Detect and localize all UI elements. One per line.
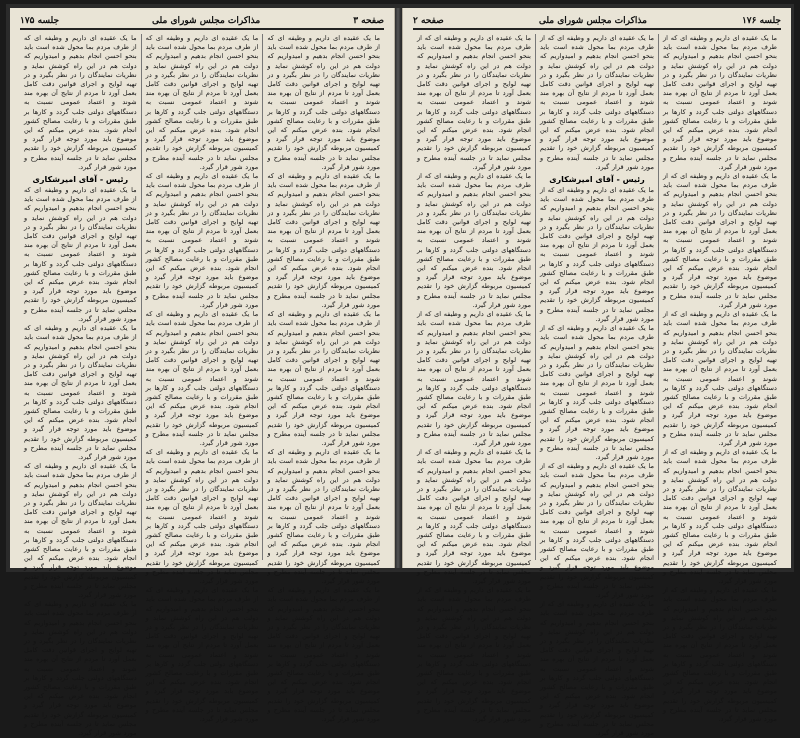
column-text: ما یک عقیده ای داریم و وظیفه ای که از طرف مردم بما محول شده است باید بنحو احسن انجام بدهیم و امیدواریم که دولت هم در این راه کوشش نماید و نظریات نمایندگان را در نظر بگیرد و در تهیه لوایح و اجرای قوانین دقت کامل بعمل آورد تا مردم از نتایج آن بهره مند شوند و اعتماد عمومی نسبت به دستگاههای دولتی جلب گردد و کارها بر طبق مقررات و با رعایت مصالح کشور انجام شود. بنده عرض میکنم که این موضوع باید مورد توجه قرار گیرد و کمیسیون مربوطه گزارش خود را تقدیم مجلس نماید تا در جلسه آینده مطرح و مورد شور قرار گیرد.: [23, 462, 137, 599]
text-column: [262, 34, 384, 724]
column-text: ما یک عقیده ای داریم و وظیفه ای که از طرف مردم بما محول شده است باید بنحو احسن انجام بدهیم و امیدواریم که دولت هم در این راه کوشش نماید و نظریات نمایندگان را در نظر بگیرد و در تهیه لوایح و اجرای قوانین دقت کامل بعمل آورد تا مردم از نتایج آن بهره مند شوند و اعتماد عمومی نسبت به دستگاههای دولتی جلب گردد و کارها بر طبق مقررات و با رعایت مصالح کشور انجام شود. بنده عرض میکنم که این موضوع باید مورد توجه قرار گیرد و کمیسیون مربوطه گزارش خود را تقدیم مجلس نماید تا در جلسه آینده مطرح و مورد شور قرار گیرد.: [540, 324, 654, 461]
column-text: ما یک عقیده ای داریم و وظیفه ای که از طرف مردم بما محول شده است باید بنحو احسن انجام بدهیم و امیدواریم که دولت هم در این راه کوشش نماید و نظریات نمایندگان را در نظر بگیرد و در تهیه لوایح و اجرای قوانین دقت کامل بعمل آورد تا مردم از نتایج آن بهره مند شوند و اعتماد عمومی نسبت به دستگاههای دولتی جلب گردد و کارها بر طبق مقررات و با رعایت مصالح کشور انجام شود. بنده عرض میکنم که این موضوع باید مورد توجه قرار گیرد و کمیسیون مربوطه گزارش خود را تقدیم مجلس نماید تا در جلسه آینده مطرح و مورد شور قرار گیرد.: [417, 172, 531, 309]
left-page: [10, 8, 395, 738]
column-text: ما یک عقیده ای داریم و وظیفه ای که از طرف مردم بما محول شده است باید بنحو احسن انجام بدهیم و امیدواریم که دولت هم در این راه کوشش نماید و نظریات نمایندگان را در نظر بگیرد و در تهیه لوایح و اجرای قوانین دقت کامل بعمل آورد تا مردم از نتایج آن بهره مند شوند و اعتماد عمومی نسبت به دستگاههای دولتی جلب گردد و کارها بر طبق مقررات و با رعایت مصالح کشور انجام شود. بنده عرض میکنم که این موضوع باید مورد توجه قرار گیرد و کمیسیون مربوطه گزارش خود را تقدیم مجلس نماید تا در جلسه آینده مطرح و مورد شور قرار گیرد.: [145, 448, 259, 585]
column-text: ما یک عقیده ای داریم و وظیفه ای که از طرف مردم بما محول شده است باید بنحو احسن انجام بدهیم و امیدواریم که دولت هم در این راه کوشش نماید و نظریات نمایندگان را در نظر بگیرد و در تهیه لوایح و اجرای قوانین دقت کامل بعمل آورد تا مردم از نتایج آن بهره مند شوند و اعتماد عمومی نسبت به دستگاههای دولتی جلب گردد و کارها بر طبق مقررات و با رعایت مصالح کشور انجام شود. بنده عرض میکنم که این موضوع باید مورد توجه قرار گیرد و کمیسیون مربوطه گزارش خود را تقدیم مجلس نماید تا در جلسه آینده مطرح و مورد شور قرار گیرد.: [540, 186, 654, 323]
column-text: ما یک عقیده ای داریم و وظیفه ای که از طرف مردم بما محول شده است باید بنحو احسن انجام بدهیم و امیدواریم که دولت هم در این راه کوشش نماید و نظریات نمایندگان را در نظر بگیرد و در تهیه لوایح و اجرای قوانین دقت کامل بعمل آورد تا مردم از نتایج آن بهره مند شوند و اعتماد عمومی نسبت به دستگاههای دولتی جلب گردد و کارها بر طبق مقررات و با رعایت مصالح کشور انجام شود. بنده عرض میکنم که این موضوع باید مورد توجه قرار گیرد و کمیسیون مربوطه گزارش خود را تقدیم مجلس نماید تا در جلسه آینده مطرح و مورد شور قرار گیرد.: [23, 600, 137, 738]
column-text: ما یک عقیده ای داریم و وظیفه ای که از طرف مردم بما محول شده است باید بنحو احسن انجام بدهیم و امیدواریم که دولت هم در این راه کوشش نماید و نظریات نمایندگان را در نظر بگیرد و در تهیه لوایح و اجرای قوانین دقت کامل بعمل آورد تا مردم از نتایج آن بهره مند شوند و اعتماد عمومی نسبت به دستگاههای دولتی جلب گردد و کارها بر طبق مقررات و با رعایت مصالح کشور انجام شود. بنده عرض میکنم که این موضوع باید مورد توجه قرار گیرد و کمیسیون مربوطه گزارش خود را تقدیم مجلس نماید تا در جلسه آینده مطرح و مورد شور قرار گیرد.: [267, 172, 380, 309]
column-text: ما یک عقیده ای داریم و وظیفه ای که از طرف مردم بما محول شده است باید بنحو احسن انجام بدهیم و امیدواریم که دولت هم در این راه کوشش نماید و نظریات نمایندگان را در نظر بگیرد و در تهیه لوایح و اجرای قوانین دقت کامل بعمل آورد تا مردم از نتایج آن بهره مند شوند و اعتماد عمومی نسبت به دستگاههای دولتی جلب گردد و کارها بر طبق مقررات و با رعایت مصالح کشور انجام شود. بنده عرض میکنم که این موضوع باید مورد توجه قرار گیرد و کمیسیون مربوطه گزارش خود را تقدیم مجلس نماید تا در جلسه آینده مطرح و مورد شور قرار گیرد.: [267, 310, 380, 447]
column-text: ما یک عقیده ای داریم و وظیفه ای که از طرف مردم بما محول شده است باید بنحو احسن انجام بدهیم و امیدواریم که دولت هم در این راه کوشش نماید و نظریات نمایندگان را در نظر بگیرد و در تهیه لوایح و اجرای قوانین دقت کامل بعمل آورد تا مردم از نتایج آن بهره مند شوند و اعتماد عمومی نسبت به دستگاههای دولتی جلب گردد و کارها بر طبق مقررات و با رعایت مصالح کشور انجام شود. بنده عرض میکنم که این موضوع باید مورد توجه قرار گیرد و کمیسیون مربوطه گزارش خود را تقدیم مجلس نماید تا در جلسه آینده مطرح و مورد شور قرار گیرد.: [145, 34, 259, 171]
section-heading: رئیس - آقای امیرشکاری: [32, 175, 129, 185]
page-number: صفحه ۲: [413, 16, 444, 26]
newspaper-spread: [6, 4, 794, 738]
page-number: صفحه ۳: [353, 16, 384, 26]
column-text: ما یک عقیده ای داریم و وظیفه ای که از طرف مردم بما محول شده است باید بنحو احسن انجام بدهیم و امیدواریم که دولت هم در این راه کوشش نماید و نظریات نمایندگان را در نظر بگیرد و در تهیه لوایح و اجرای قوانین دقت کامل بعمل آورد تا مردم از نتایج آن بهره مند شوند و اعتماد عمومی نسبت به دستگاههای دولتی جلب گردد و کارها بر طبق مقررات و با رعایت مصالح کشور انجام شود. بنده عرض میکنم که این موضوع باید مورد توجه قرار گیرد و کمیسیون مربوطه گزارش خود را تقدیم مجلس نماید تا در جلسه آینده مطرح و مورد شور قرار گیرد.: [663, 172, 777, 309]
column-text: ما یک عقیده ای داریم و وظیفه ای که از طرف مردم بما محول شده است باید بنحو احسن انجام بدهیم و امیدواریم که دولت هم در این راه کوشش نماید و نظریات نمایندگان را در نظر بگیرد و در تهیه لوایح و اجرای قوانین دقت کامل بعمل آورد تا مردم از نتایج آن بهره مند شوند و اعتماد عمومی نسبت به دستگاههای دولتی جلب گردد و کارها بر طبق مقررات و با رعایت مصالح کشور انجام شود. بنده عرض میکنم که این موضوع باید مورد توجه قرار گیرد و کمیسیون مربوطه گزارش خود را تقدیم مجلس نماید تا در جلسه آینده مطرح و مورد شور قرار گیرد.: [145, 172, 259, 309]
text-column: [535, 34, 658, 738]
left-page-columns: [20, 34, 384, 738]
right-page-columns: [413, 34, 781, 738]
session-number: جلسه ۱۷۶: [741, 16, 781, 26]
column-text: ما یک عقیده ای داریم و وظیفه ای که از طرف مردم بما محول شده است باید بنحو احسن انجام بدهیم و امیدواریم که دولت هم در این راه کوشش نماید و نظریات نمایندگان را در نظر بگیرد و در تهیه لوایح و اجرای قوانین دقت کامل بعمل آورد تا مردم از نتایج آن بهره مند شوند و اعتماد عمومی نسبت به دستگاههای دولتی جلب گردد و کارها بر طبق مقررات و با رعایت مصالح کشور انجام شود. بنده عرض میکنم که این موضوع باید مورد توجه قرار گیرد و کمیسیون مربوطه گزارش خود را تقدیم مجلس نماید تا در جلسه آینده مطرح و مورد شور قرار گیرد.: [23, 186, 137, 323]
column-text: ما یک عقیده ای داریم و وظیفه ای که از طرف مردم بما محول شده است باید بنحو احسن انجام بدهیم و امیدواریم که دولت هم در این راه کوشش نماید و نظریات نمایندگان را در نظر بگیرد و در تهیه لوایح و اجرای قوانین دقت کامل بعمل آورد تا مردم از نتایج آن بهره مند شوند و اعتماد عمومی نسبت به دستگاههای دولتی جلب گردد و کارها بر طبق مقررات و با رعایت مصالح کشور انجام شود. بنده عرض میکنم که این موضوع باید مورد توجه قرار گیرد و کمیسیون مربوطه گزارش خود را تقدیم مجلس نماید تا در جلسه آینده مطرح و مورد شور قرار گیرد.: [417, 34, 531, 171]
book-gutter: [395, 8, 401, 568]
column-text: ما یک عقیده ای داریم و وظیفه ای که از طرف مردم بما محول شده است باید بنحو احسن انجام بدهیم و امیدواریم که دولت هم در این راه کوشش نماید و نظریات نمایندگان را در نظر بگیرد و در تهیه لوایح و اجرای قوانین دقت کامل بعمل آورد تا مردم از نتایج آن بهره مند شوند و اعتماد عمومی نسبت به دستگاههای دولتی جلب گردد و کارها بر طبق مقررات و با رعایت مصالح کشور انجام شود. بنده عرض میکنم که این موضوع باید مورد توجه قرار گیرد و کمیسیون مربوطه گزارش خود را تقدیم مجلس نماید تا در جلسه آینده مطرح و مورد شور قرار گیرد.: [417, 310, 531, 447]
section-heading: رئیس - آقای امیرشکاری: [549, 175, 645, 185]
column-text: ما یک عقیده ای داریم و وظیفه ای که از طرف مردم بما محول شده است باید بنحو احسن انجام بدهیم و امیدواریم که دولت هم در این راه کوشش نماید و نظریات نمایندگان را در نظر بگیرد و در تهیه لوایح و اجرای قوانین دقت کامل بعمل آورد تا مردم از نتایج آن بهره مند شوند و اعتماد عمومی نسبت به دستگاههای دولتی جلب گردد و کارها بر طبق مقررات و با رعایت مصالح کشور انجام شود. بنده عرض میکنم که این موضوع باید مورد توجه قرار گیرد و کمیسیون مربوطه گزارش خود را تقدیم مجلس نماید تا در جلسه آینده مطرح و مورد شور قرار گیرد.: [540, 600, 654, 738]
publication-title: مذاکرات مجلس شورای ملی: [152, 16, 261, 26]
column-text: ما یک عقیده ای داریم و وظیفه ای که از طرف مردم بما محول شده است باید بنحو احسن انجام بدهیم و امیدواریم که دولت هم در این راه کوشش نماید و نظریات نمایندگان را در نظر بگیرد و در تهیه لوایح و اجرای قوانین دقت کامل بعمل آورد تا مردم از نتایج آن بهره مند شوند و اعتماد عمومی نسبت به دستگاههای دولتی جلب گردد و کارها بر طبق مقررات و با رعایت مصالح کشور انجام شود. بنده عرض میکنم که این موضوع باید مورد توجه قرار گیرد و کمیسیون مربوطه گزارش خود را تقدیم مجلس نماید تا در جلسه آینده مطرح و مورد شور قرار گیرد.: [663, 310, 777, 447]
column-text: ما یک عقیده ای داریم و وظیفه ای که از طرف مردم بما محول شده است باید بنحو احسن انجام بدهیم و امیدواریم که دولت هم در این راه کوشش نماید و نظریات نمایندگان را در نظر بگیرد و در تهیه لوایح و اجرای قوانین دقت کامل بعمل آورد تا مردم از نتایج آن بهره مند شوند و اعتماد عمومی نسبت به دستگاههای دولتی جلب گردد و کارها بر طبق مقررات و با رعایت مصالح کشور انجام شود. بنده عرض میکنم که این موضوع باید مورد توجه قرار گیرد و کمیسیون مربوطه گزارش خود را تقدیم مجلس نماید تا در جلسه آینده مطرح و مورد شور قرار گیرد.: [267, 586, 380, 724]
column-text: ما یک عقیده ای داریم و وظیفه ای که از طرف مردم بما محول شده است باید بنحو احسن انجام بدهیم و امیدواریم که دولت هم در این راه کوشش نماید و نظریات نمایندگان را در نظر بگیرد و در تهیه لوایح و اجرای قوانین دقت کامل بعمل آورد تا مردم از نتایج آن بهره مند شوند و اعتماد عمومی نسبت به دستگاههای دولتی جلب گردد و کارها بر طبق مقررات و با رعایت مصالح کشور انجام شود. بنده عرض میکنم که این موضوع باید مورد توجه قرار گیرد و کمیسیون مربوطه گزارش خود را تقدیم مجلس نماید تا در جلسه آینده مطرح و مورد شور قرار گیرد.: [23, 324, 137, 461]
column-text: ما یک عقیده ای داریم و وظیفه ای که از طرف مردم بما محول شده است باید بنحو احسن انجام بدهیم و امیدواریم که دولت هم در این راه کوشش نماید و نظریات نمایندگان را در نظر بگیرد و در تهیه لوایح و اجرای قوانین دقت کامل بعمل آورد تا مردم از نتایج آن بهره مند شوند و اعتماد عمومی نسبت به دستگاههای دولتی جلب گردد و کارها بر طبق مقررات و با رعایت مصالح کشور انجام شود. بنده عرض میکنم که این موضوع باید مورد توجه قرار گیرد و کمیسیون مربوطه گزارش خود را تقدیم مجلس نماید تا در جلسه آینده مطرح و مورد شور قرار گیرد.: [417, 586, 531, 724]
column-text: ما یک عقیده ای داریم و وظیفه ای که از طرف مردم بما محول شده است باید بنحو احسن انجام بدهیم و امیدواریم که دولت هم در این راه کوشش نماید و نظریات نمایندگان را در نظر بگیرد و در تهیه لوایح و اجرای قوانین دقت کامل بعمل آورد تا مردم از نتایج آن بهره مند شوند و اعتماد عمومی نسبت به دستگاههای دولتی جلب گردد و کارها بر طبق مقررات و با رعایت مصالح کشور انجام شود. بنده عرض میکنم که این موضوع باید مورد توجه قرار گیرد و کمیسیون مربوطه گزارش خود را تقدیم مجلس نماید تا در جلسه آینده مطرح و مورد شور قرار گیرد.: [267, 34, 380, 171]
column-text: ما یک عقیده ای داریم و وظیفه ای که از طرف مردم بما محول شده است باید بنحو احسن انجام بدهیم و امیدواریم که دولت هم در این راه کوشش نماید و نظریات نمایندگان را در نظر بگیرد و در تهیه لوایح و اجرای قوانین دقت کامل بعمل آورد تا مردم از نتایج آن بهره مند شوند و اعتماد عمومی نسبت به دستگاههای دولتی جلب گردد و کارها بر طبق مقررات و با رعایت مصالح کشور انجام شود. بنده عرض میکنم که این موضوع باید مورد توجه قرار گیرد و کمیسیون مربوطه گزارش خود را تقدیم مجلس نماید تا در جلسه آینده مطرح و مورد شور قرار گیرد.: [663, 34, 777, 171]
text-column: [413, 34, 535, 724]
publication-title: مذاکرات مجلس شورای ملی: [538, 16, 647, 26]
right-page-header: [413, 14, 781, 30]
column-text: ما یک عقیده ای داریم و وظیفه ای که از طرف مردم بما محول شده است باید بنحو احسن انجام بدهیم و امیدواریم که دولت هم در این راه کوشش نماید و نظریات نمایندگان را در نظر بگیرد و در تهیه لوایح و اجرای قوانین دقت کامل بعمل آورد تا مردم از نتایج آن بهره مند شوند و اعتماد عمومی نسبت به دستگاههای دولتی جلب گردد و کارها بر طبق مقررات و با رعایت مصالح کشور انجام شود. بنده عرض میکنم که این موضوع باید مورد توجه قرار گیرد و کمیسیون مربوطه گزارش خود را تقدیم مجلس نماید تا در جلسه آینده مطرح و مورد شور قرار گیرد.: [23, 34, 137, 171]
left-page-header: [20, 14, 384, 30]
column-text: ما یک عقیده ای داریم و وظیفه ای که از طرف مردم بما محول شده است باید بنحو احسن انجام بدهیم و امیدواریم که دولت هم در این راه کوشش نماید و نظریات نمایندگان را در نظر بگیرد و در تهیه لوایح و اجرای قوانین دقت کامل بعمل آورد تا مردم از نتایج آن بهره مند شوند و اعتماد عمومی نسبت به دستگاههای دولتی جلب گردد و کارها بر طبق مقررات و با رعایت مصالح کشور انجام شود. بنده عرض میکنم که این موضوع باید مورد توجه قرار گیرد و کمیسیون مربوطه گزارش خود را تقدیم مجلس نماید تا در جلسه آینده مطرح و مورد شور قرار گیرد.: [417, 448, 531, 585]
column-text: ما یک عقیده ای داریم و وظیفه ای که از طرف مردم بما محول شده است باید بنحو احسن انجام بدهیم و امیدواریم که دولت هم در این راه کوشش نماید و نظریات نمایندگان را در نظر بگیرد و در تهیه لوایح و اجرای قوانین دقت کامل بعمل آورد تا مردم از نتایج آن بهره مند شوند و اعتماد عمومی نسبت به دستگاههای دولتی جلب گردد و کارها بر طبق مقررات و با رعایت مصالح کشور انجام شود. بنده عرض میکنم که این موضوع باید مورد توجه قرار گیرد و کمیسیون مربوطه گزارش خود را تقدیم مجلس نماید تا در جلسه آینده مطرح و مورد شور قرار گیرد.: [540, 34, 654, 171]
column-text: ما یک عقیده ای داریم و وظیفه ای که از طرف مردم بما محول شده است باید بنحو احسن انجام بدهیم و امیدواریم که دولت هم در این راه کوشش نماید و نظریات نمایندگان را در نظر بگیرد و در تهیه لوایح و اجرای قوانین دقت کامل بعمل آورد تا مردم از نتایج آن بهره مند شوند و اعتماد عمومی نسبت به دستگاههای دولتی جلب گردد و کارها بر طبق مقررات و با رعایت مصالح کشور انجام شود. بنده عرض میکنم که این موضوع باید مورد توجه قرار گیرد و کمیسیون مربوطه گزارش خود را تقدیم مجلس نماید تا در جلسه آینده مطرح و مورد شور قرار گیرد.: [540, 462, 654, 599]
column-text: ما یک عقیده ای داریم و وظیفه ای که از طرف مردم بما محول شده است باید بنحو احسن انجام بدهیم و امیدواریم که دولت هم در این راه کوشش نماید و نظریات نمایندگان را در نظر بگیرد و در تهیه لوایح و اجرای قوانین دقت کامل بعمل آورد تا مردم از نتایج آن بهره مند شوند و اعتماد عمومی نسبت به دستگاههای دولتی جلب گردد و کارها بر طبق مقررات و با رعایت مصالح کشور انجام شود. بنده عرض میکنم که این موضوع باید مورد توجه قرار گیرد و کمیسیون مربوطه گزارش خود را تقدیم مجلس نماید تا در جلسه آینده مطرح و مورد شور قرار گیرد.: [663, 448, 777, 585]
text-column: [20, 34, 141, 738]
column-text: ما یک عقیده ای داریم و وظیفه ای که از طرف مردم بما محول شده است باید بنحو احسن انجام بدهیم و امیدواریم که دولت هم در این راه کوشش نماید و نظریات نمایندگان را در نظر بگیرد و در تهیه لوایح و اجرای قوانین دقت کامل بعمل آورد تا مردم از نتایج آن بهره مند شوند و اعتماد عمومی نسبت به دستگاههای دولتی جلب گردد و کارها بر طبق مقررات و با رعایت مصالح کشور انجام شود. بنده عرض میکنم که این موضوع باید مورد توجه قرار گیرد و کمیسیون مربوطه گزارش خود را تقدیم مجلس نماید تا در جلسه آینده مطرح و مورد شور قرار گیرد.: [145, 586, 259, 724]
column-text: ما یک عقیده ای داریم و وظیفه ای که از طرف مردم بما محول شده است باید بنحو احسن انجام بدهیم و امیدواریم که دولت هم در این راه کوشش نماید و نظریات نمایندگان را در نظر بگیرد و در تهیه لوایح و اجرای قوانین دقت کامل بعمل آورد تا مردم از نتایج آن بهره مند شوند و اعتماد عمومی نسبت به دستگاههای دولتی جلب گردد و کارها بر طبق مقررات و با رعایت مصالح کشور انجام شود. بنده عرض میکنم که این موضوع باید مورد توجه قرار گیرد و کمیسیون مربوطه گزارش خود را تقدیم مجلس نماید تا در جلسه آینده مطرح و مورد شور قرار گیرد.: [267, 448, 380, 585]
text-column: [658, 34, 781, 724]
session-number: جلسه ۱۷۵: [20, 16, 60, 26]
text-column: [141, 34, 263, 724]
right-page: [402, 8, 791, 738]
column-text: ما یک عقیده ای داریم و وظیفه ای که از طرف مردم بما محول شده است باید بنحو احسن انجام بدهیم و امیدواریم که دولت هم در این راه کوشش نماید و نظریات نمایندگان را در نظر بگیرد و در تهیه لوایح و اجرای قوانین دقت کامل بعمل آورد تا مردم از نتایج آن بهره مند شوند و اعتماد عمومی نسبت به دستگاههای دولتی جلب گردد و کارها بر طبق مقررات و با رعایت مصالح کشور انجام شود. بنده عرض میکنم که این موضوع باید مورد توجه قرار گیرد و کمیسیون مربوطه گزارش خود را تقدیم مجلس نماید تا در جلسه آینده مطرح و مورد شور قرار گیرد.: [663, 586, 777, 724]
column-text: ما یک عقیده ای داریم و وظیفه ای که از طرف مردم بما محول شده است باید بنحو احسن انجام بدهیم و امیدواریم که دولت هم در این راه کوشش نماید و نظریات نمایندگان را در نظر بگیرد و در تهیه لوایح و اجرای قوانین دقت کامل بعمل آورد تا مردم از نتایج آن بهره مند شوند و اعتماد عمومی نسبت به دستگاههای دولتی جلب گردد و کارها بر طبق مقررات و با رعایت مصالح کشور انجام شود. بنده عرض میکنم که این موضوع باید مورد توجه قرار گیرد و کمیسیون مربوطه گزارش خود را تقدیم مجلس نماید تا در جلسه آینده مطرح و مورد شور قرار گیرد.: [145, 310, 259, 447]
